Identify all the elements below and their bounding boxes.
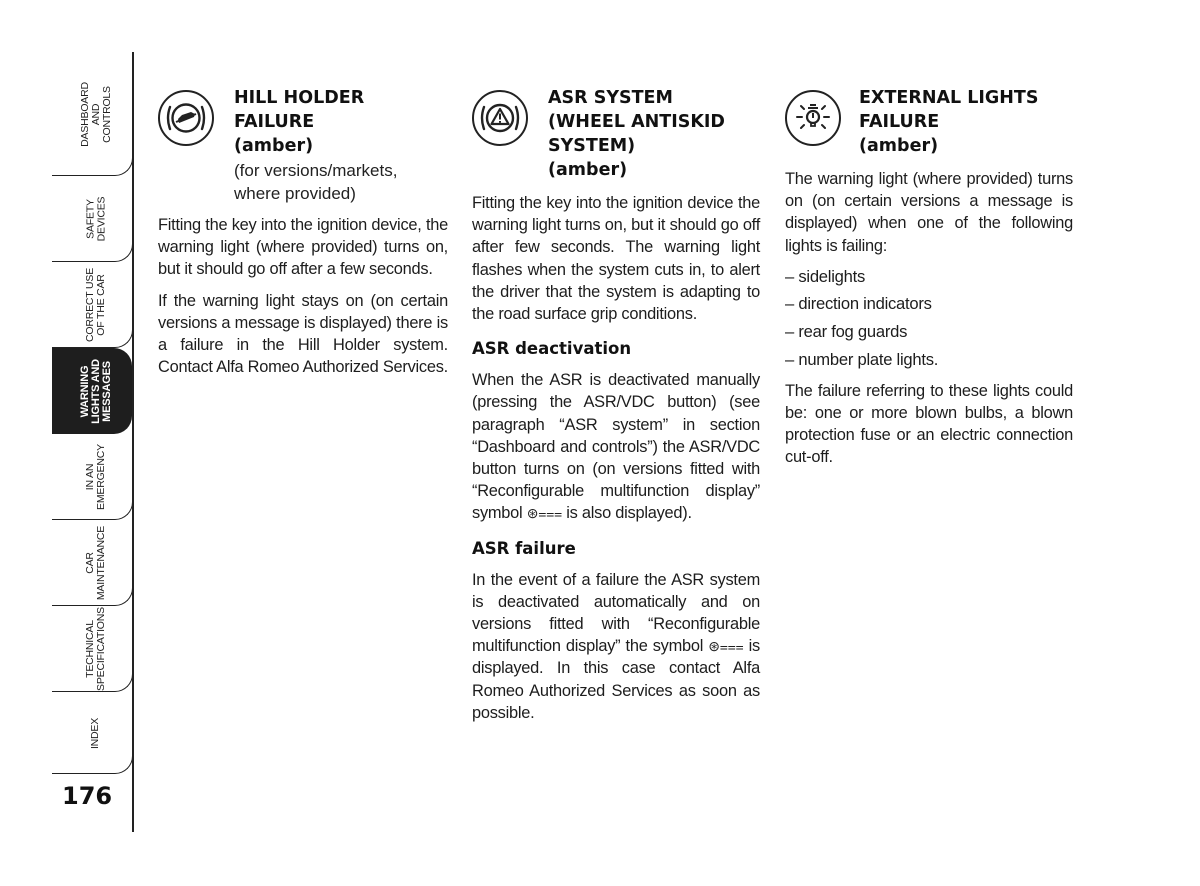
tab-index[interactable]	[52, 692, 132, 774]
asr-off-symbol-icon: ⊛⩶	[526, 505, 562, 522]
paragraph: The warning light (where provided) turns on (on certain versions a message is displayed) when one of the following lights is failing:	[785, 170, 1073, 255]
section-title: ASR SYSTEM (WHEEL ANTISKID SYSTEM) (amber)	[548, 88, 725, 180]
tab-label: WARNING LIGHTS AND MESSAGES	[78, 358, 113, 424]
margin-rule	[132, 52, 134, 832]
tab-label: SAFETY DEVICES	[83, 196, 107, 242]
list-item: – number plate lights.	[785, 349, 939, 369]
page-number: 176	[62, 782, 113, 810]
tab-label: CORRECT USE OF THE CAR	[84, 267, 108, 343]
list-item: – rear fog guards	[785, 322, 908, 341]
tab-label: DASHBOARD AND CONTROLS	[78, 81, 113, 147]
tab-warning-lights-and-messages[interactable]	[52, 348, 132, 434]
subheading-asr-deactivation: ASR deactivation	[472, 339, 632, 359]
availability-note: (for versions/markets, where provided)	[234, 161, 398, 203]
subheading-asr-failure: ASR failure	[472, 538, 576, 558]
paragraph: The failure referring to these lights could be: one or more blown bulbs, a blown protection fuse or an electric connection cut-off.	[785, 381, 1073, 467]
tab-label: TECHNICAL SPECIFICATIONS	[84, 607, 107, 691]
asr-warning-icon	[472, 90, 528, 146]
hill-holder-section	[158, 86, 448, 378]
tab-car-maintenance[interactable]	[52, 520, 132, 606]
failing-lights-list	[785, 266, 1073, 371]
list-item: – sidelights	[785, 266, 866, 286]
tab-in-an-emergency[interactable]	[52, 434, 132, 520]
tab-label: CAR MAINTENANCE	[84, 525, 108, 601]
asr-system-section	[472, 86, 760, 724]
external-lights-icon	[785, 90, 841, 146]
tab-technical-specifications[interactable]	[52, 606, 132, 692]
paragraph: If the warning light stays on (on certain versions a message is displayed) there is a failure in the Hill Holder system. Contact Alfa Romeo Authorized Services.	[158, 291, 448, 377]
paragraph: In the event of a failure the ASR system is deactivated automatically and on versions fitted with “Reconfigurable multifunction display” the symbol ⊛⩶ is displayed. In this case contact Alfa Romeo Authorized Services as soon as possible.	[472, 570, 760, 722]
paragraph: Fitting the key into the ignition device the warning light turns on, but it should go off after few seconds. The warning light flashes when the system cuts in, to alert the driver that the system is adapting to the road surface grip conditions.	[472, 194, 760, 324]
tab-label: INDEX	[89, 717, 102, 749]
hill-holder-icon	[158, 90, 214, 146]
asr-off-symbol-icon: ⊛⩶	[708, 638, 744, 655]
list-item: – direction indicators	[785, 294, 932, 314]
section-title: EXTERNAL LIGHTS FAILURE (amber)	[859, 88, 1039, 156]
tab-dashboard-and-controls[interactable]	[52, 52, 132, 176]
tab-safety-devices[interactable]	[52, 176, 132, 262]
paragraph: Fitting the key into the ignition device, the warning light (where provided) turns on, but it should go off after a few seconds.	[158, 216, 448, 279]
paragraph: When the ASR is deactivated manually (pressing the ASR/VDC button) (see paragraph “ASR system” in section “Dashboard and controls”) the ASR/VDC button turns on (on versions fitted with “Reconfigurable multifunction display” symbol ⊛⩶ is also displayed).	[472, 369, 760, 524]
section-tabs	[52, 52, 134, 834]
tab-correct-use-of-the-car[interactable]	[52, 262, 132, 348]
tab-label: IN AN EMERGENCY	[84, 444, 108, 510]
external-lights-section	[785, 86, 1073, 468]
section-title: HILL HOLDER FAILURE (amber)	[234, 88, 365, 156]
